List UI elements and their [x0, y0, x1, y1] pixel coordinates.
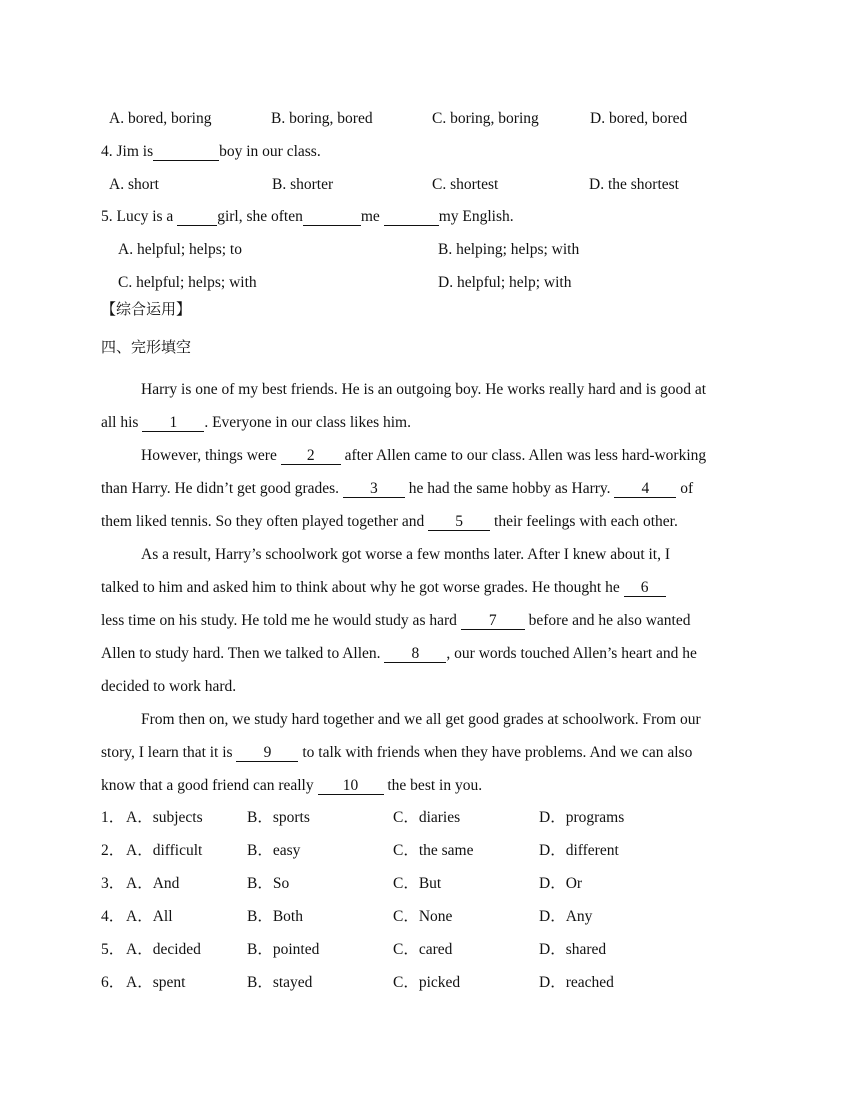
q5-stem-part2: girl, she often — [217, 208, 303, 225]
blank-9: 9 — [236, 745, 298, 762]
passage-text: However, things were — [141, 447, 281, 464]
q5-option-a: A. helpful; helps; to — [118, 241, 242, 258]
blank-2: 2 — [281, 448, 341, 465]
q3-option-c: C. boring, boring — [432, 110, 539, 127]
choice-b: B．So — [247, 875, 290, 892]
choice-c: C．cared — [393, 941, 453, 958]
passage-text: he had the same hobby as Harry. — [404, 480, 615, 497]
q5-blank-1 — [177, 209, 217, 226]
q3-option-a: A. bored, boring — [109, 110, 212, 127]
passage-line — [101, 679, 761, 712]
choice-num: 2． — [101, 842, 125, 859]
q3-option-d: D. bored, bored — [590, 110, 688, 127]
passage-text: before and he also wanted — [524, 612, 691, 629]
passage-text: know that a good friend can really — [101, 777, 318, 794]
choice-b: B．stayed — [247, 974, 313, 991]
choice-num: 3． — [101, 875, 125, 892]
choice-c: C．But — [393, 875, 442, 892]
passage-line — [101, 547, 761, 580]
section-heading: 【综合运用】 — [101, 300, 192, 318]
passage-text: talked to him and asked him to think about why he got worse grades. He thought he — [101, 579, 624, 596]
blank-10: 10 — [318, 778, 384, 795]
passage-text: As a result, Harry’s schoolwork got worse a few months later. After I knew about it, I — [141, 546, 671, 563]
passage-text: the best in you. — [383, 777, 483, 794]
passage-line — [101, 481, 761, 514]
choice-d: D．different — [539, 842, 619, 859]
choice-c: C．None — [393, 908, 453, 925]
passage-line — [101, 745, 761, 778]
passage-line — [101, 613, 761, 646]
passage-line — [101, 382, 761, 415]
choice-b: B．pointed — [247, 941, 320, 958]
choice-b: B．easy — [247, 842, 301, 859]
choice-b: B．Both — [247, 908, 303, 925]
passage-text: , our words touched Allen’s heart and he — [446, 645, 697, 662]
passage-line — [101, 580, 761, 613]
passage-text: less time on his study. He told me he would study as hard — [101, 612, 461, 629]
passage-text: after Allen came to our class. Allen was less hard-working — [340, 447, 707, 464]
q5-stem — [101, 209, 514, 226]
q5-stem-part1: 5. Lucy is a — [101, 208, 178, 225]
q5-blank-3 — [384, 209, 439, 226]
passage-text: their feelings with each other. — [490, 513, 678, 530]
passage-text: to talk with friends when they have problems. And we can also — [298, 744, 693, 761]
cloze-passage — [101, 382, 761, 811]
q5-stem-part3: me — [360, 208, 384, 225]
passage-line — [101, 448, 761, 481]
q4-option-d: D. the shortest — [589, 176, 679, 193]
passage-text: decided to work hard. — [101, 678, 237, 695]
choice-num: 4． — [101, 908, 125, 925]
choice-num: 5． — [101, 941, 125, 958]
q4-option-a: A. short — [109, 176, 159, 193]
choice-num: 1． — [101, 809, 125, 826]
passage-line — [101, 712, 761, 745]
choice-d: D．Any — [539, 908, 593, 925]
blank-3: 3 — [343, 481, 405, 498]
q5-stem-part4: my English. — [438, 208, 514, 225]
choice-c: C．the same — [393, 842, 474, 859]
blank-5: 5 — [428, 514, 490, 531]
choice-a: A．decided — [126, 941, 201, 958]
choice-a: A．difficult — [126, 842, 203, 859]
q3-option-b: B. boring, bored — [271, 110, 373, 127]
q4-option-c: C. shortest — [432, 176, 499, 193]
q5-blank-2 — [303, 209, 361, 226]
choice-d: D．programs — [539, 809, 625, 826]
q5-option-b: B. helping; helps; with — [438, 241, 580, 258]
choice-c: C．picked — [393, 974, 461, 991]
passage-text: all his — [101, 414, 143, 431]
passage-text: than Harry. He didn’t get good grades. — [101, 480, 343, 497]
passage-text: of — [676, 480, 694, 497]
passage-line — [101, 514, 761, 547]
passage-text: Harry is one of my best friends. He is an outgoing boy. He works really hard and is good at — [141, 381, 707, 398]
blank-8: 8 — [384, 646, 446, 663]
blank-7: 7 — [461, 613, 525, 630]
passage-text: them liked tennis. So they often played together and — [101, 513, 429, 530]
blank-4: 4 — [614, 481, 676, 498]
q4-stem-suffix: boy in our class. — [219, 143, 321, 160]
passage-line — [101, 646, 761, 679]
q4-stem-prefix: 4. Jim is — [101, 143, 154, 160]
q4-blank — [153, 144, 219, 161]
blank-1: 1 — [142, 415, 204, 432]
choice-a: A．All — [126, 908, 173, 925]
choice-a: A．And — [126, 875, 180, 892]
passage-text: story, I learn that it is — [101, 744, 237, 761]
q4-stem — [101, 144, 321, 161]
choice-c: C．diaries — [393, 809, 461, 826]
choice-a: A．spent — [126, 974, 186, 991]
choice-d: D．shared — [539, 941, 607, 958]
passage-text: . Everyone in our class likes him. — [204, 414, 411, 431]
passage-text: From then on, we study hard together and we all get good grades at schoolwork. From our — [141, 711, 701, 728]
q4-option-b: B. shorter — [272, 176, 334, 193]
choice-d: D．reached — [539, 974, 614, 991]
cloze-heading: 四、完形填空 — [101, 338, 192, 356]
choice-b: B．sports — [247, 809, 310, 826]
choice-d: D．Or — [539, 875, 583, 892]
q5-option-c: C. helpful; helps; with — [118, 274, 257, 291]
blank-6: 6 — [624, 580, 666, 597]
choice-num: 6． — [101, 974, 125, 991]
q5-option-d: D. helpful; help; with — [438, 274, 572, 291]
passage-text: Allen to study hard. Then we talked to Allen. — [101, 645, 385, 662]
passage-line — [101, 778, 761, 811]
choice-a: A．subjects — [126, 809, 203, 826]
passage-line — [101, 415, 761, 448]
